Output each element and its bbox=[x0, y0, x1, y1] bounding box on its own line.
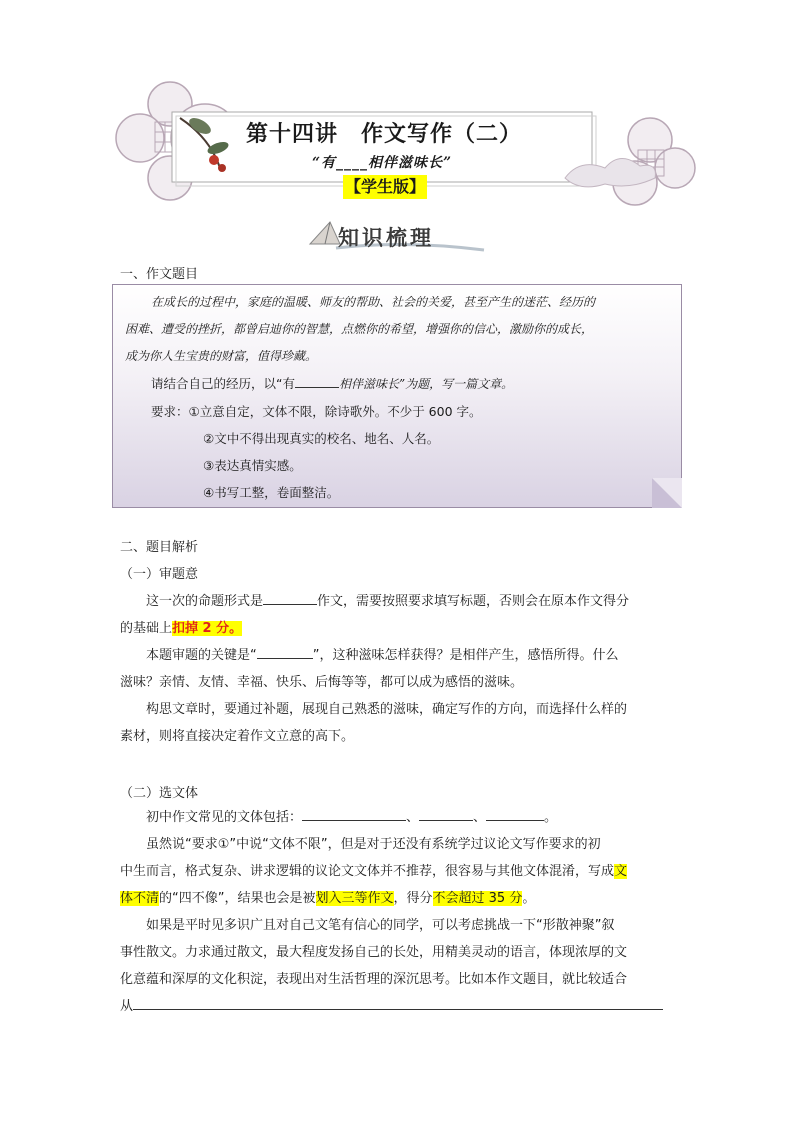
paragraph-line: 虽然说“要求①”中说“文体不限”，但是对于还没有系统学过议论文写作要求的初 bbox=[146, 837, 601, 852]
subsection-heading: （二）选文体 bbox=[120, 786, 199, 801]
paragraph-line: 事性散文。力求通过散文，最大程度发扬自己的长处，用精美灵动的语言，体现浓厚的文 bbox=[120, 945, 628, 960]
highlight: 文 bbox=[614, 864, 628, 879]
requirement-item: ④书写工整，卷面整洁。 bbox=[203, 485, 340, 500]
paragraph-line: 素材，则将直接决定着作文立意的高下。 bbox=[120, 729, 355, 744]
requirement-item: 要求：①立意自定，文体不限，除诗歌外。不少于 600 字。 bbox=[151, 404, 482, 419]
paragraph-line: 化意蕴和深厚的文化积淀，表现出对生活哲理的深沉思考。比如本作文题目，就比较适合 bbox=[120, 972, 628, 987]
paragraph-line: 如果是平时见多识广且对自己文笔有信心的同学，可以考虑挑战一下“形散神聚”叙 bbox=[146, 918, 615, 933]
subsection-heading: （一）审题意 bbox=[120, 567, 199, 582]
paragraph-line: 这一次的命题形式是 作文，需要按照要求填写标题，否则会在原本作文得分 bbox=[146, 594, 630, 609]
page-subtitle: “有____相伴滋味长” bbox=[312, 155, 453, 171]
paragraph-line: 滋味？亲情、友情、幸福、快乐、后悔等等，都可以成为感悟的滋味。 bbox=[120, 675, 524, 690]
section-heading: 一、作文题目 bbox=[120, 267, 199, 282]
edition-badge: 【学生版】 bbox=[343, 175, 427, 199]
prompt-instruction: 请结合自己的经历，以“有 相伴滋味长”为题，写一篇文章。 bbox=[151, 376, 514, 391]
requirement-item: ③表达真情实感。 bbox=[203, 458, 302, 473]
paragraph-line: 的基础上扣掉 2 分。 bbox=[120, 621, 243, 636]
paragraph-line: 从 bbox=[120, 993, 668, 1020]
section-ribbon bbox=[306, 218, 486, 254]
section-heading: 二、题目解析 bbox=[120, 540, 199, 555]
prompt-intro-line: 在成长的过程中，家庭的温暖、师友的帮助、社会的关爱，甚至产生的迷茫、经历的 bbox=[151, 295, 596, 309]
prompt-intro-line: 成为你人生宝贵的财富，值得珍藏。 bbox=[125, 349, 318, 363]
essay-prompt-card bbox=[112, 284, 682, 508]
page-title: 第十四讲 作文写作（二） bbox=[246, 121, 523, 147]
paragraph-line: 体不清的“四不像”，结果也会是被划入三等作文，得分不会超过 35 分。 bbox=[120, 891, 536, 906]
highlight: 不会超过 35 分 bbox=[432, 891, 523, 906]
ribbon-label: 知识梳理 bbox=[338, 225, 434, 250]
paragraph-line: 中生而言，格式复杂、讲求逻辑的议论文文体并不推荐，很容易与其他文体混淆，写成文 bbox=[120, 864, 628, 879]
requirement-item: ②文中不得出现真实的校名、地名、人名。 bbox=[203, 431, 440, 446]
page-curl bbox=[652, 478, 682, 508]
analysis-paragraphs bbox=[120, 588, 668, 750]
highlight: 体不清 bbox=[120, 891, 160, 906]
paragraph-line: 构思文章时，要通过补题，展现自己熟悉的滋味，确定写作的方向，而选择什么样的 bbox=[146, 702, 628, 717]
prompt-intro-line: 困难、遭受的挫折，都曾启迪你的智慧，点燃你的希望，增强你的信心，激励你的成长， bbox=[125, 322, 594, 336]
highlight: 扣掉 2 分。 bbox=[172, 621, 243, 636]
paragraph-line: 本题审题的关键是“ ”，这种滋味怎样获得？是相伴产生，感悟所得。什么 bbox=[146, 648, 619, 663]
paragraph-line: 初中作文常见的文体包括： 、 、 。 bbox=[146, 810, 558, 825]
genre-paragraphs bbox=[120, 804, 668, 1020]
highlight: 划入三等作文 bbox=[315, 891, 394, 906]
